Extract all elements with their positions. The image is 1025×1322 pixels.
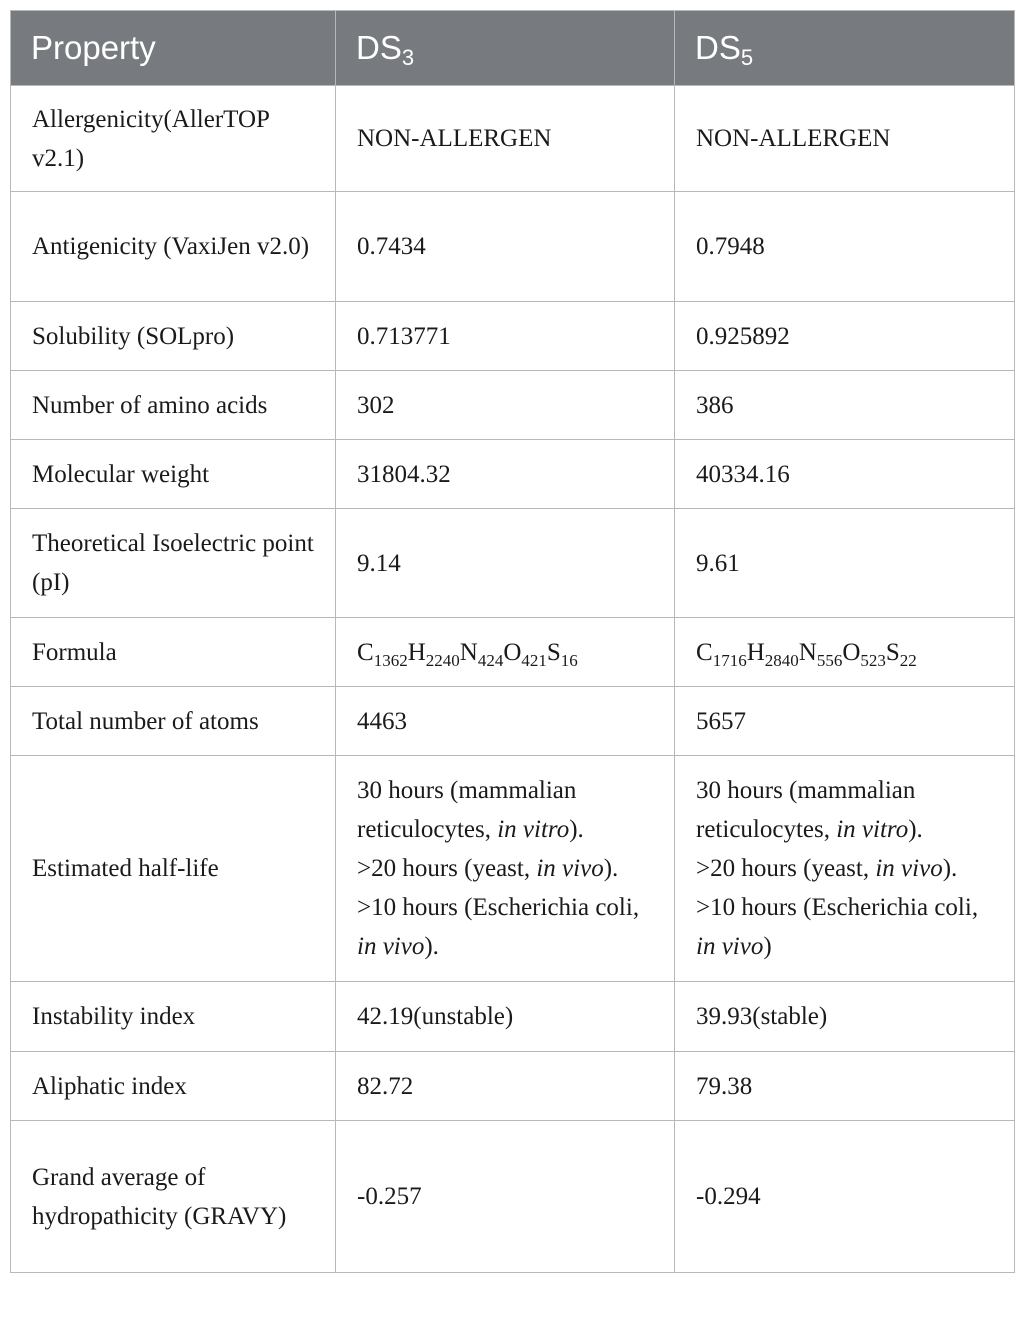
cell-ds5: 0.925892 <box>675 302 1015 371</box>
formula-count: 523 <box>860 650 886 670</box>
half-life-italic: in vivo <box>875 855 943 882</box>
cell-ds5: 40334.16 <box>675 440 1015 509</box>
cell-ds5: 39.93(stable) <box>675 982 1015 1052</box>
header-property-label: Property <box>31 29 156 66</box>
cell-property: Grand average of hydropathicity (GRAVY) <box>11 1121 336 1273</box>
formula-element: C <box>696 638 713 666</box>
formula-element: O <box>503 638 522 666</box>
half-life-text: >10 hours (Escherichia coli, <box>357 894 640 921</box>
formula-count: 421 <box>521 650 547 670</box>
cell-ds3: 9.14 <box>336 509 675 618</box>
half-life-text: ) <box>763 933 772 960</box>
cell-property: Antigenicity (VaxiJen v2.0) <box>11 192 336 302</box>
cell-property: Aliphatic index <box>11 1052 336 1121</box>
table-row <box>11 982 1015 1052</box>
cell-property: Number of amino acids <box>11 371 336 440</box>
table-row <box>11 687 1015 756</box>
table-row <box>11 302 1015 371</box>
header-ds3-base: DS <box>356 29 402 66</box>
cell-ds3-formula <box>336 618 675 687</box>
formula-count: 556 <box>816 650 843 670</box>
table-row <box>11 86 1015 192</box>
table-row <box>11 1121 1015 1273</box>
table-row <box>11 192 1015 302</box>
formula-element: C <box>357 638 374 666</box>
table-row <box>11 509 1015 618</box>
cell-property: Formula <box>11 618 336 687</box>
cell-ds3: 4463 <box>336 687 675 756</box>
formula-count: 2240 <box>425 650 460 670</box>
formula-count: 2840 <box>764 650 799 670</box>
formula-count: 1716 <box>712 650 747 670</box>
cell-ds3: 82.72 <box>336 1052 675 1121</box>
half-life-text: ). <box>569 816 584 843</box>
cell-property: Theoretical Isoelectric point (pI) <box>11 509 336 618</box>
formula-element: S <box>546 638 561 666</box>
properties-table <box>10 10 1015 1273</box>
cell-ds3: 42.19(unstable) <box>336 982 675 1052</box>
formula-element: N <box>798 638 817 666</box>
cell-ds5: 5657 <box>675 687 1015 756</box>
half-life-text: ). <box>603 855 619 882</box>
header-ds5 <box>675 11 1015 86</box>
table-row <box>11 1052 1015 1121</box>
cell-property: Instability index <box>11 982 336 1052</box>
formula-element: H <box>407 638 426 666</box>
half-life-text: 30 hours (mammalian reticulocytes, <box>696 777 916 843</box>
half-life-text: ). <box>424 933 439 960</box>
half-life-italic: in vivo <box>357 933 425 960</box>
header-ds5-sub: 5 <box>740 45 754 70</box>
cell-ds3: NON-ALLERGEN <box>336 86 675 192</box>
cell-ds3: 302 <box>336 371 675 440</box>
half-life-italic: in vitro <box>497 816 570 843</box>
cell-ds3: -0.257 <box>336 1121 675 1273</box>
table-header <box>11 11 1015 86</box>
half-life-italic: in vitro <box>836 816 909 843</box>
half-life-italic: in vivo <box>536 855 604 882</box>
formula-element: H <box>746 638 765 666</box>
cell-property: Allergenicity(AllerTOP v2.1) <box>11 86 336 192</box>
header-row <box>11 11 1015 86</box>
cell-property: Solubility (SOLpro) <box>11 302 336 371</box>
table-row <box>11 756 1015 982</box>
header-ds3-sub: 3 <box>401 45 415 70</box>
half-life-text: ). <box>908 816 923 843</box>
header-property <box>11 11 336 86</box>
header-ds5-base: DS <box>695 29 741 66</box>
table-row <box>11 440 1015 509</box>
half-life-text: ). <box>942 855 958 882</box>
cell-ds5: -0.294 <box>675 1121 1015 1273</box>
cell-ds5: NON-ALLERGEN <box>675 86 1015 192</box>
cell-ds3-half-life <box>336 756 675 982</box>
cell-property: Total number of atoms <box>11 687 336 756</box>
formula-element: O <box>842 638 861 666</box>
cell-ds3: 0.713771 <box>336 302 675 371</box>
table-row <box>11 371 1015 440</box>
formula-count: 22 <box>899 650 917 670</box>
formula-element: N <box>459 638 478 666</box>
formula-element: S <box>885 638 900 666</box>
cell-ds5: 9.61 <box>675 509 1015 618</box>
cell-ds5: 386 <box>675 371 1015 440</box>
cell-ds5-formula <box>675 618 1015 687</box>
cell-ds3: 0.7434 <box>336 192 675 302</box>
cell-ds5: 79.38 <box>675 1052 1015 1121</box>
header-ds3 <box>336 11 675 86</box>
cell-property: Estimated half-life <box>11 756 336 982</box>
formula-count: 16 <box>560 650 578 670</box>
table-row <box>11 618 1015 687</box>
half-life-italic: in vivo <box>696 933 764 960</box>
table-body <box>11 86 1015 1273</box>
half-life-text: >20 hours (yeast, <box>357 855 537 882</box>
cell-ds5: 0.7948 <box>675 192 1015 302</box>
cell-property: Molecular weight <box>11 440 336 509</box>
cell-ds5-half-life <box>675 756 1015 982</box>
half-life-text: >20 hours (yeast, <box>696 855 876 882</box>
half-life-text: >10 hours (Escherichia coli, <box>696 894 979 921</box>
formula-count: 424 <box>477 650 504 670</box>
formula-count: 1362 <box>373 650 408 670</box>
cell-ds3: 31804.32 <box>336 440 675 509</box>
half-life-text: 30 hours (mammalian reticulocytes, <box>357 777 577 843</box>
